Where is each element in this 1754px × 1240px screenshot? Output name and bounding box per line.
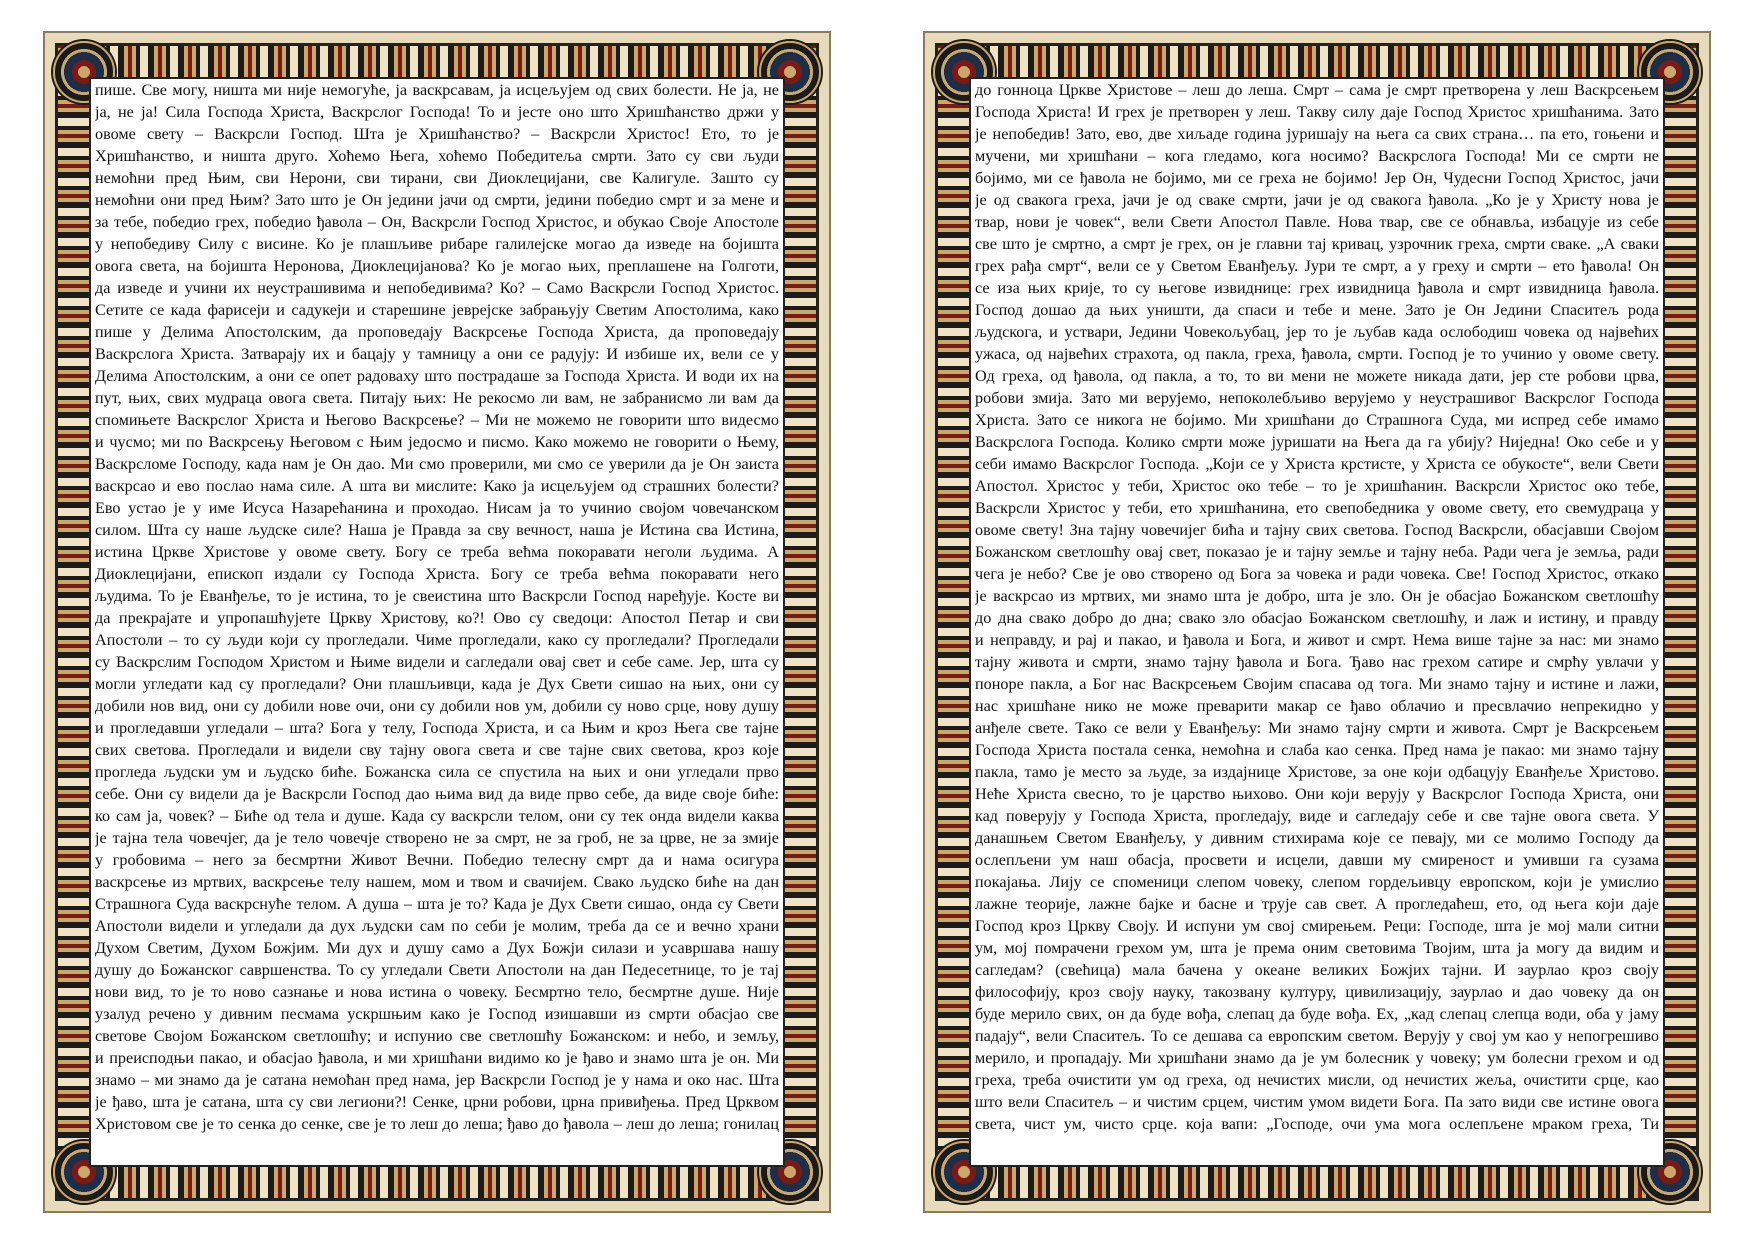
text-line: у непобедиву Силу с висине. Ко је плашљиве рибаре галилејске могао да изведе на бојишта (95, 235, 779, 253)
text-line: Господа Христа постала сенка, немоћна и слаба као сенка. Пред нама је пакао: ми знамо тајну (975, 741, 1659, 759)
text-line: анђеле свете. Тако се вели у Еванђељу: Ми знамо тајну смрти и живота. Смрт је Васкрсењем (975, 719, 1659, 737)
text-line: Господа Христа! И грех је претворен у леш. Такву силу даје Господ Христос хришћанима. Зато (975, 103, 1659, 121)
text-line: грех рађа смрт“, вели се у Светом Еванђељу. Јури те смрт, а у греху и смрти – ето ђавола! Он (975, 257, 1659, 275)
text-line: Хришћанство, и ништа друго. Хоћемо Њега, хоћемо Победитеља смрти. Зато су сви људи (95, 147, 779, 165)
text-line: свих светова. Прогледали и видели сву тајну овога света и све тајне свих светова, кроз које (95, 741, 779, 759)
text-line: Неће Христа свесно, то је царство њихово. Они који верују у Васкрслог Господа Христа, они (975, 785, 1659, 803)
text-line: истина Цркве Христове у овоме свету. Богу се треба већма покоравати неголи људима. А (95, 543, 779, 561)
text-line: мучени, ми хришћани – кога гледамо, кога носимо? Васкрслога Господа! Ми се смрти не (975, 147, 1659, 165)
text-line: лажне теорије, лажне бајке и басне и трује сав свет. А прогледаћеш, ето, од њега који даје (975, 895, 1659, 913)
text-line: пакла, тамо је место за људе, за издајнице Христове, за оне који одбацују Еванђеље Христово. (975, 763, 1659, 781)
text-line: овога света, на бојишта Неронова, Диоклецијанова? Ко је могао њих, преплашене на Голготи, (95, 257, 779, 275)
text-line: света, чист ум, чисто срце. која вапи: „Господе, очи ума мога ослепљене мраком греха, Ти (975, 1115, 1659, 1133)
text-line: Христа. Зато се никога не бојимо. Ми хришћани до Страшнога Суда, ми испред себе имамо (975, 411, 1659, 429)
text-line: ум, мој помрачени грехом ум, шта је према оним световима Твојим, шта ја могу да видим и (975, 939, 1659, 957)
text-line: овоме свету! Зна тајну човечијег бића и тајну свих светова. Господ Васкрсли, обасјавши Својом (975, 521, 1659, 539)
text-line: и неправду, и рај и пакао, и ђавола и Бога, и живот и смрт. Нема више тајне за нас: ми знамо (975, 631, 1659, 649)
text-line: падају“, вели Спаситељ. То се дешава са европским светом. Верују у свој ум као у непогрешиво (975, 1027, 1659, 1045)
text-line: Христовом све је то сенка до сенке, све је то леш до леша; ђаво до ђавола – леш до леша; гонилац (95, 1115, 779, 1133)
text-line: се иза њих крије, то су његове извиднице: грех извидница ђавола и смрт извидница ђавола. (975, 279, 1659, 297)
text-line: је непобедив! Зато, ево, две хиљаде година јуришају на њега са свих страна… па ето, гоњени и (975, 125, 1659, 143)
text-line: ослепљени ум наш обасја, просвети и исцели, давши му смиреност и умивши га сузама (975, 851, 1659, 869)
text-line: да изведе и учини их неустрашивима и непобедивима? Ко? – Само Васкрсли Господ Христос. (95, 279, 779, 297)
text-line: васкрсао и ево послао нама силе. А шта ви мислите: Како ја исцељујем од страшних болести? (95, 477, 779, 495)
text-line: ужаса, од највећих страхота, од пакла, греха, ђавола, смрти. Господ је то учинио у овоме свету. (975, 345, 1659, 363)
text-line: немоћни пред Њим, сви Нерони, сви тирани, сви Диоклецијани, све Калигуле. Зашто су (95, 169, 779, 187)
text-line: Господ дошао да њих уништи, да спаси и тебе и мене. Зато је Он Једини Спаситељ рода (975, 301, 1659, 319)
text-line: добили нов вид, они су добили нове очи, они су добили нов ум, добили су ново срце, нову душу (95, 697, 779, 715)
text-line: данашњем Светом Еванђељу, у дивним стихирама које се певају, ми се молимо Господу да (975, 829, 1659, 847)
text-line: је од свакога греха, јачи је од сваке смрти, јачи је од свакога ђавола. „Ко је у Христу нова је (975, 191, 1659, 209)
text-line: Страшнога Суда васкрснуће телом. А душа – шта је то? Када је Дух Свети сишао, онда су Свети (95, 895, 779, 913)
text-line: Ево устао је у име Исуса Назарећанина и проходао. Нисам ја то учинио својом човечанском (95, 499, 779, 517)
text-line: Апостоли видели и угледали да дух људски сам по себи је молим, треба да се и вечно храни (95, 917, 779, 935)
text-line: људскога, и уствари, Једини Човекољубац, јер то је љубав када ослободиш човека од највећих (975, 323, 1659, 341)
text-line: тајну живота и смрти, знамо тајну ђавола и Бога. Ђаво нас грехом сатире и смрћу увлачи у (975, 653, 1659, 671)
left-page-text (95, 79, 779, 1165)
text-line: је тајна тела човечјег, да је тело човечје створено не за смрт, не за гроб, не за црве, не за змије (95, 829, 779, 847)
text-line: могли угледати кад су прогледали? Они плашљивци, када је Дух Свети сишао на њих, они су (95, 675, 779, 693)
text-line: нас хришћане нико не може преварити макар се ђаво облачио и пресвлачио непрекидно у (975, 697, 1659, 715)
text-line: Духом Светим, Духом Божјим. Ми дух и душу само а Дух Божји силази и усавршава нашу (95, 939, 779, 957)
text-line: твар, нови је човек“, вели Свети Апостол Павле. Нова твар, све се обнавља, избацује из себе (975, 213, 1659, 231)
text-line: Диоклецијани, епископ издали су Господа Христа. Богу се треба већма покоравати него (95, 565, 779, 583)
text-line: себи имамо Васкрслог Господа. „Који се у Христа крстисте, у Христа се обукосте“, вели Свети (975, 455, 1659, 473)
text-line: је ђаво, шта је сатана, шта су сви легиони?! Сенке, црни робови, црна привиђења. Пред Црквом (95, 1093, 779, 1111)
text-line: Делима Апостолским, а они се опет радоваху што пострадаше за Господа Христа. И води их на (95, 367, 779, 385)
text-line: Сетите се када фарисеји и садукеји и старешине јеврејске забрањују Светим Апостолима, како (95, 301, 779, 319)
text-line: покајања. Лију се споменици слепом човеку, слепом гордељивцу европском, који је умислио (975, 873, 1659, 891)
text-line: Божанском светлошћу овај свет, показао је и тајну земље и тајну неба. Ради чега је земља, ради (975, 543, 1659, 561)
text-line: Апостол. Христос у теби, Христос око тебе – то је хришћанин. Васкрсли Христос око тебе, (975, 477, 1659, 495)
text-line: ко сам ја, човек? – Биће од тела и душе. Када су васкрсли телом, они су тек онда видели каква (95, 807, 779, 825)
text-line: поноре пакла, а Бог нас Васкрсењем Својим спасава од тога. Ми знамо тајну и истине и лажи, (975, 675, 1659, 693)
text-line: Васкрсли Христос у теби, ето хришћанина, ето свепобедника у овоме свету, ето свемудраца у (975, 499, 1659, 517)
text-line: што вели Спаситељ – и чистим срцем, чистим умом видети Бога. Па зато види све истине овога (975, 1093, 1659, 1111)
text-line: буде мерило свих, он да буде вођа, слепац да буде вођа. Ех, „кад слепац слепца води, оба у јаму (975, 1005, 1659, 1023)
text-line: ја, не ја! Сила Господа Христа, Васкрслог Господа! То и јесте оно што Хришћанство држи у (95, 103, 779, 121)
text-line: Апостоли – то су људи који су прогледали. Чиме прогледали, како су прогледали? Прогледали (95, 631, 779, 649)
text-line: бојимо, ми се ђавола не бојимо, ми се греха не бојимо! Јер Он, Чудесни Господ Христос, јачи (975, 169, 1659, 187)
text-line: силом. Шта су наше људске силе? Наша је Правда за сву вечност, наша је Истина сва Истина, (95, 521, 779, 539)
text-line: душу до Божанског савршенства. То су угледали Свети Апостоли на дан Педесетнице, то је тај (95, 961, 779, 979)
text-line: су Васкрслим Господом Христом и Њиме видели и сагледали овај свет и себе саме. Јер, шта су (95, 653, 779, 671)
left-page (43, 31, 831, 1213)
text-line: немоћни они пред Њим? Зато што је Он једини јачи од смрти, једини победио смрт и за мене и (95, 191, 779, 209)
text-line: у гробовима – него за бесмртни Живот Вечни. Победио телесну смрт да и нама осигура (95, 851, 779, 869)
right-page-text (975, 79, 1659, 1165)
text-line: нови вид, то је то ново сазнање и нова истина о човеку. Бесмртно тело, бесмртне душе. Није (95, 983, 779, 1001)
text-line: греха, треба очистити ум од греха, од нечистих мисли, од нечистих жеља, очистити срце, као (975, 1071, 1659, 1089)
text-line: и преисподњи пакао, и обасјао ђавола, и ми хришћани видимо ко је ђаво и знамо шта је он. Ми (95, 1049, 779, 1067)
text-line: чега је небо? Све је ово створено од Бога за човека и ради човека. Све! Господ Христос, откако (975, 565, 1659, 583)
text-line: кад поверују у Господа Христа, прогледају, виде и сагледају себе и све тајне овога света. У (975, 807, 1659, 825)
text-line: и чусмо; ми по Васкрсењу Његовом с Њим једосмо и писмо. Како можемо не говорити о Њему, (95, 433, 779, 451)
text-line: до дна свако добро до дна; свако зло обасјао Божанском светлошћу, и лаж и истину, и правду (975, 609, 1659, 627)
text-line: је васкрсао из мртвих, ми знамо шта је добро, шта је зло. Он је обасјао Божанском светлошћу (975, 587, 1659, 605)
right-page (923, 31, 1711, 1213)
text-line: себе. Они су видели да је Васкрсли Господ дао њима вид да виде прво себе, да виде своје биће: (95, 785, 779, 803)
text-line: Господ кроз Цркву Своју. И испуни ум свој смирењем. Реци: Господе, шта је мој мали ситни (975, 917, 1659, 935)
text-line: знамо – ми знамо да је сатана немоћан пред нама, јер Васкрсли Господ је у нама и око нас. Шта (95, 1071, 779, 1089)
text-line: да прекрајате и упропашћујете Цркву Христову, ко?! Ово су сведоци: Апостол Петар и сви (95, 609, 779, 627)
text-line: све што је смртно, а смрт је грех, он је главни тај кривац, узрочник греха, смрти сваке. „А сваки (975, 235, 1659, 253)
text-line: Васкрслога Господа. Колико смрти може јуришати на Њега да га убију? Ниједна! Око себе и у (975, 433, 1659, 451)
text-line: Од греха, од ђавола, од пакла, а то, то ви мени не можете никада дати, јер сте робови црва, (975, 367, 1659, 385)
text-line: пише у Делима Апостолским, да проповедају Васкрсење Господа Христа, да проповедају (95, 323, 779, 341)
text-line: пише. Све могу, ништа ми није немогуће, ја васкрсавам, ја исцељујем од свих болести. Не ја, не (95, 81, 779, 99)
text-line: светове Својом Божанском светлошћу; и испунио све светлошћу Божанском: и небо, и земљу, (95, 1027, 779, 1045)
text-line: прогледа људски ум и људско биће. Божанска сила се спустила на њих и они угледали прво (95, 763, 779, 781)
text-line: до гонноца Цркве Христове – леш до леша. Смрт – сама је смрт претворена у леш Васкрсењем (975, 81, 1659, 99)
text-line: спомињете Васкрслог Христа и Његово Васкрсење? – Ми не можемо не говорити што видесмо (95, 411, 779, 429)
text-line: Васкрслога Христа. Затварају их и бацају у тамницу а они се радују: И избише их, вели се у (95, 345, 779, 363)
text-line: овоме свету – Васкрсли Господ. Шта је Хришћанство? – Васкрсли Христос! Ето, то је (95, 125, 779, 143)
text-line: пут, њих, свих мудраца овога света. Питају њих: Не рекосмо ли вам, не забранисмо ли вам да (95, 389, 779, 407)
text-line: за тебе, победио грех, победио ђавола – Он, Васкрсли Господ Христос, и обукао Своје Апостоле (95, 213, 779, 231)
text-line: робови змија. Зато ми верујемо, непоколебљиво верујемо у неустрашивог Васкрслог Господа (975, 389, 1659, 407)
text-line: сагледам? (свећица) мала бачена у океане великих Божјих тајни. И заурлао кроз своју (975, 961, 1659, 979)
text-line: мерило, и пропадају. Ми хришћани знамо да је ум болесник у човеку; ум болесни грехом и од (975, 1049, 1659, 1067)
text-line: људима. То је Еванђеље, то је истина, то је свеистина што Васкрсли Господ наређује. Косте ви (95, 587, 779, 605)
text-line: Васкрсломе Господу, када нам је Он дао. Ми смо проверили, ми смо се уверили да је Он заиста (95, 455, 779, 473)
text-line: узалуд речено у дивним песмама ускршњим како је Господ изишавши из смрти обасјао све (95, 1005, 779, 1023)
text-line: философију, кроз своју науку, такозвану културу, цивилизацију, заурлао и дао човеку да он (975, 983, 1659, 1001)
text-line: и прогледавши угледали – шта? Бога у телу, Господа Христа, и са Њим и кроз Њега све тајне (95, 719, 779, 737)
text-line: васкрсење из мртвих, васкрсење телу нашем, мом и твом и свачијем. Свако људско биће на дан (95, 873, 779, 891)
